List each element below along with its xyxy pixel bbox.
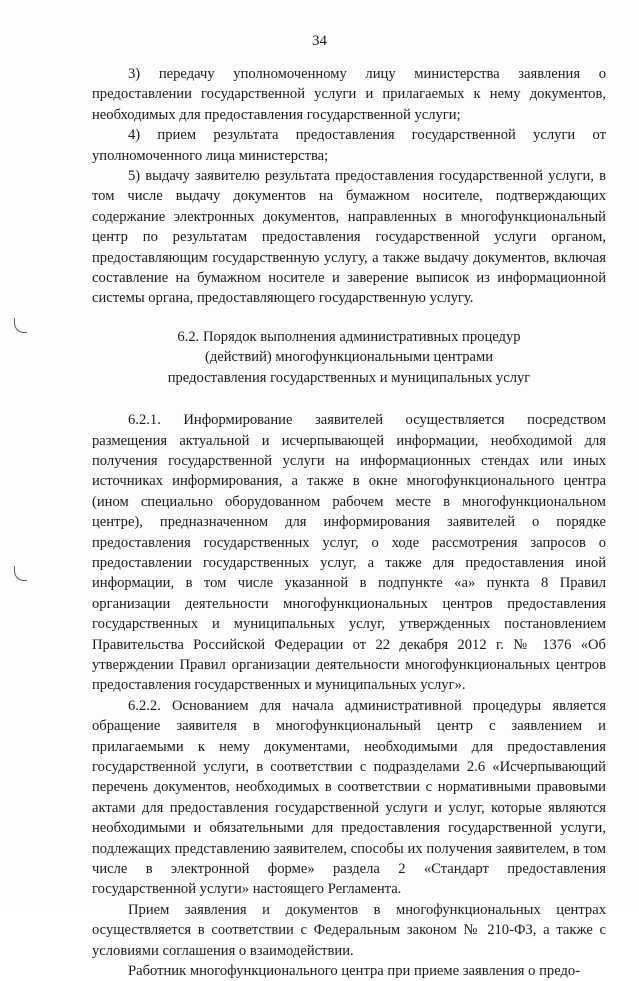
paragraph-worker: Работник многофункционального центра при приеме заявления о предо-	[128, 963, 581, 980]
paragraph-6-2-2: 6.2.2. Основанием для начала административной процедуры является обращение заявителя в многофункциональный центр с заявлением и прилагаемыми к нему документами, необходимыми для предоставления государственной услуги, в соответствии с подразделами 2.6 «Исчерпывающий перечень документов, необходимых в соответствии с нормативными правовыми актами для предоставления государственной услуги и услуг, которые являются необходимыми и обязательными для предоставления государственной услуги, подлежащих представлению заявителем, способы их получения заявителем, в том числе в электронной форме» раздела 2 «Стандарт предоставления государственной услуги» настоящего Регламента.	[92, 697, 606, 898]
section-heading-line: (действий) многофункциональными центрами	[204, 349, 494, 366]
margin-mark	[14, 566, 27, 581]
paragraph-item-3: 3) передачу уполномоченному лицу министерства заявления о предоставлении государственной услуги и прилагаемых к нему документов, необходимых для предоставления государственной услуги;	[92, 66, 606, 123]
section-heading-line: предоставления государственных и муниципальных услуг	[167, 369, 531, 386]
paragraph-6-2-1: 6.2.1. Информирование заявителей осуществляется посредством размещения актуальной и исчерпывающей информации, необходимой для получения государственной услуги на информационных стендах или иных источниках информирования, а также в окне многофункционального центра (ином специально оборудованном рабочем месте в многофункциональном центре), предназначенном для информирования заявителей о порядке предоставления государственных услуг, о ходе рассмотрения запросов о предоставлении государственных услуг, а также для предоставления иной информации, в том числе указанной в подпункте «а» пункта 8 Правил организации деятельности многофункциональных центров предоставления государственных и муниципальных услуг, утвержденных постановлением Правительства Российской Федерации от 22 декабря 2012 г. № 1376 «Об утверждении Правил организации деятельности многофункциональных центров предоставления государственных и муниципальных услуг».	[92, 412, 606, 694]
page-number: 34	[312, 33, 327, 49]
section-heading	[92, 327, 606, 388]
section-heading-line: 6.2. Порядок выполнения административных процедур	[177, 328, 521, 345]
paragraph-item-5: 5) выдачу заявителю результата предоставления государственной услуги, в том числе выдачу документов на бумажном носителе, подтверждающих содержание электронных документов, направленных в многофункциональный центр по результатам предоставления государственной услуги органом, предоставляющим государственную услугу, а также выдачу документов, включая составление на бумажном носителе и заверение выписок из информационной системы органа, предоставляющего государственную услугу.	[92, 168, 606, 307]
margin-mark	[14, 318, 27, 333]
paragraph-item-4: 4) прием результата предоставления государственной услуги от уполномоченного лица министерства;	[92, 127, 606, 164]
document-body	[92, 64, 606, 981]
paragraph-reception: Прием заявления и документов в многофункциональных центрах осуществляется в соответствии с Федеральным законом № 210-ФЗ, а также с условиями соглашения о взаимодействии.	[92, 901, 606, 959]
